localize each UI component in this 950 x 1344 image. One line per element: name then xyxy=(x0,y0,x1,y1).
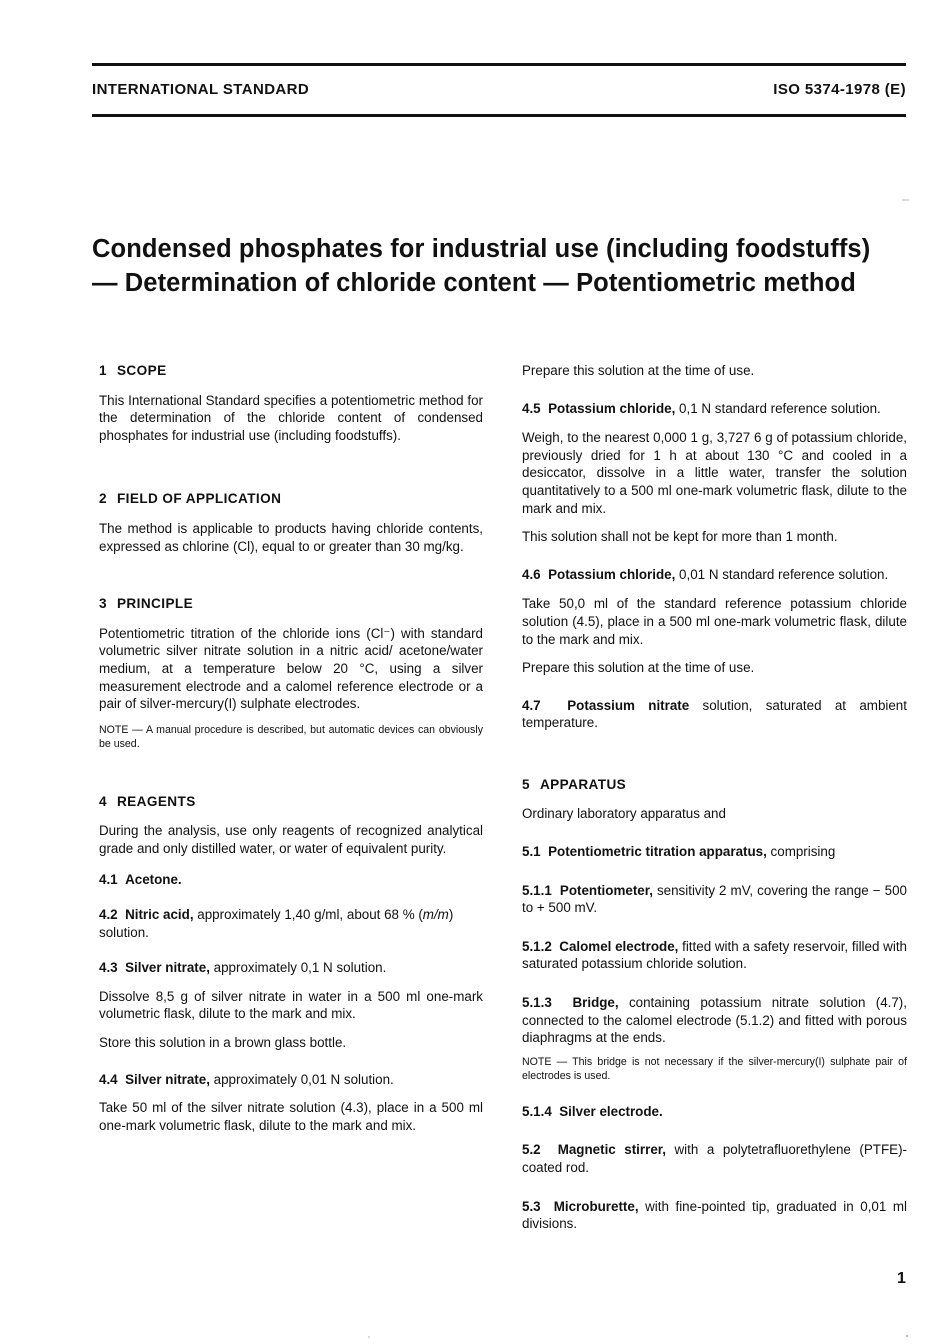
field-of-application-text: The method is applicable to products having chloride contents, expressed as chlorine (Cl), equal to or greater than 30 mg/kg. xyxy=(99,520,483,554)
apparatus-5-1: 5.1 Potentiometric titration apparatus, comprising xyxy=(522,844,836,860)
reagent-4-6-text: Take 50,0 ml of the standard reference potassium chloride solution (4.5), place in a 500 ml one-mark volumetric flask, dilute to the mark and mix. xyxy=(522,596,907,647)
section-heading-principle: 3 PRINCIPLE xyxy=(99,596,194,612)
reagents-text: During the analysis, use only reagents of recognized analytical grade and only distilled water, or water of equivalent purity. xyxy=(99,823,483,856)
apparatus-5-1-3-note: NOTE — This bridge is not necessary if the silver-mercury(I) sulphate pair of electrodes is used. xyxy=(522,1055,907,1082)
scan-speck xyxy=(906,1335,908,1337)
document-type: INTERNATIONAL STANDARD xyxy=(92,81,310,98)
section-heading-apparatus: 5 APPARATUS xyxy=(522,776,627,792)
section-heading-reagents: 4 REAGENTS xyxy=(99,793,196,809)
section-heading-field-of-application: 2 FIELD OF APPLICATION xyxy=(99,491,282,507)
title-line-1: Condensed phosphates for industrial use (including foodstuffs) xyxy=(92,235,871,263)
section-heading-scope: 1 SCOPE xyxy=(99,363,167,378)
scan-speck xyxy=(368,1336,370,1338)
reagent-4-2: 4.2 Nitric acid, approximately 1,40 g/ml, about 68 % (m/m) solution. xyxy=(99,907,454,940)
reagent-4-5: 4.5 Potassium chloride, 0,1 N standard reference solution. xyxy=(522,400,881,416)
principle-note: NOTE — A manual procedure is described, but automatic devices can obviously be used. xyxy=(99,723,483,750)
apparatus-5-2: 5.2 Magnetic stirrer, with a polytetrafluorethylene (PTFE)-coated rod. xyxy=(522,1142,907,1176)
reagent-4-3-storage: Store this solution in a brown glass bottle. xyxy=(99,1035,347,1051)
reagent-4-5-storage: This solution shall not be kept for more than 1 month. xyxy=(522,529,838,545)
reagent-4-3: 4.3 Silver nitrate, approximately 0,1 N solution. xyxy=(99,960,387,976)
apparatus-5-1-4: 5.1.4 Silver electrode. xyxy=(522,1103,663,1119)
reagent-4-1: 4.1 Acetone. xyxy=(99,871,182,887)
principle-text: Potentiometric titration of the chloride ions (Cl⁻) with standard volumetric silver nitrate solution in a nitric acid/ acetone/water medium, at a temperature below 20 °C, using a silver measurement electrode and a calomel reference electrode or a pair of silver-mercury(I) sulphate electrodes. xyxy=(99,625,483,712)
reagent-4-5-text: Weigh, to the nearest 0,000 1 g, 3,727 6 g of potassium chloride, previously dried for 1 h at about 130 °C and cooled in a desiccator, dissolve in a little water, transfer the solution quantitatively to a 500 ml one-mark volumetric flask, dilute to the mark and mix. xyxy=(522,430,907,516)
standard-number: ISO 5374-1978 (E) xyxy=(773,81,906,98)
apparatus-5-1-3: 5.1.3 Bridge, containing potassium nitrate solution (4.7), connected to the calomel electrode (5.1.2) and fitted with porous diaphragms at the ends. xyxy=(522,995,907,1046)
prepare-at-use-text: Prepare this solution at the time of use. xyxy=(522,363,755,378)
reagent-4-6: 4.6 Potassium chloride, 0,01 N standard reference solution. xyxy=(522,566,889,582)
reagent-4-3-text: Dissolve 8,5 g of silver nitrate in water in a 500 ml one-mark volumetric flask, dilute to the mark and mix. xyxy=(99,988,483,1022)
apparatus-5-3: 5.3 Microburette, with fine-pointed tip, graduated in 0,01 ml divisions. xyxy=(522,1198,907,1232)
apparatus-5-1-1: 5.1.1 Potentiometer, sensitivity 2 mV, covering the range − 500 to + 500 mV. xyxy=(522,882,908,916)
reagent-4-4: 4.4 Silver nitrate, approximately 0,01 N solution. xyxy=(99,1071,394,1087)
reagent-4-7: 4.7 Potassium nitrate solution, saturated at ambient temperature. xyxy=(522,697,907,731)
reagent-4-6-use: Prepare this solution at the time of use. xyxy=(522,660,755,676)
reagent-4-4-text: Take 50 ml of the silver nitrate solution (4.3), place in a 500 ml one-mark volumetric flask, dilute to the mark and mix. xyxy=(99,1100,483,1133)
title-line-2: — Determination of chloride content — Potentiometric method xyxy=(92,269,856,297)
apparatus-text: Ordinary laboratory apparatus and xyxy=(522,805,726,821)
page-number: 1 xyxy=(897,1270,906,1287)
scope-text: This International Standard specifies a potentiometric method for the determination of the chloride content of condensed phosphates for industrial use (including foodstuffs). xyxy=(99,392,483,443)
apparatus-5-1-2: 5.1.2 Calomel electrode, fitted with a safety reservoir, filled with saturated potassium chloride solution. xyxy=(522,938,907,972)
